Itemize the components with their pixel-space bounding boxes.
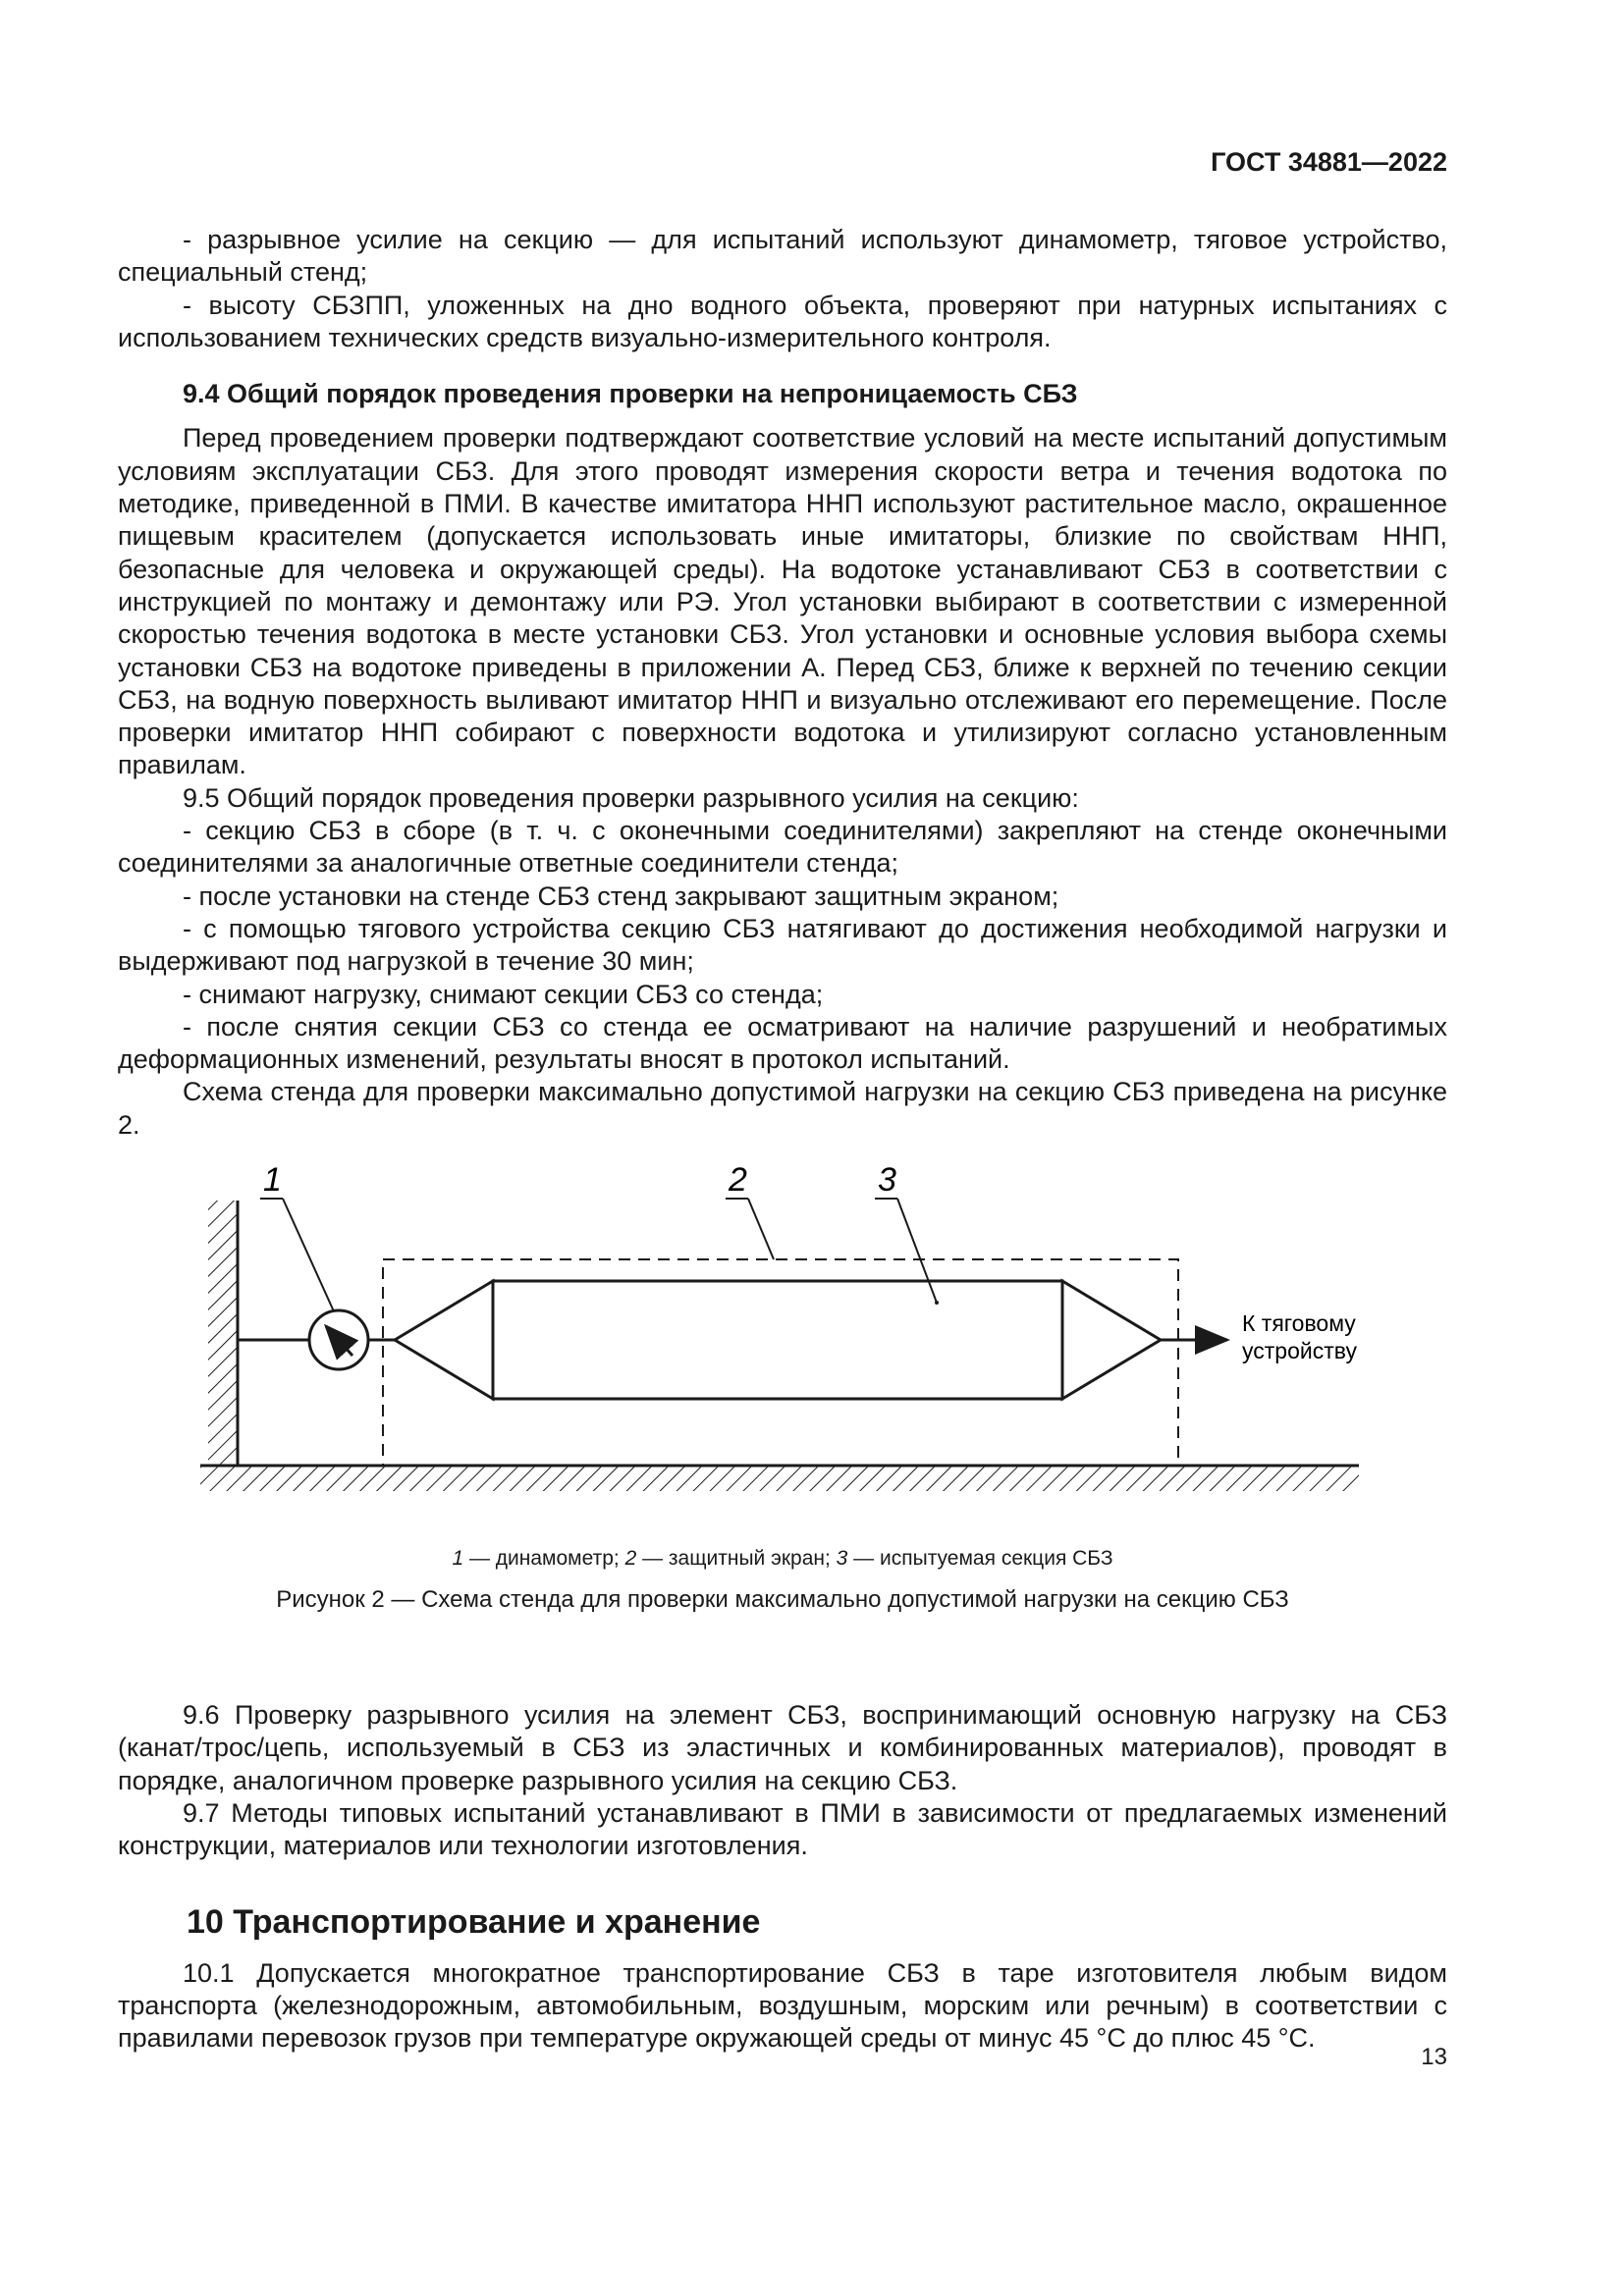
paragraph-9-6: 9.6 Проверку разрывного усилия на элемент СБЗ, воспринимающий основную нагрузку на СБЗ (канат/трос/цепь, используемый в СБЗ из эластичных и комбинированных материалов), проводят в порядке, аналогичном проверке разрывного усилия на секцию СБЗ. <box>118 1700 1447 1795</box>
figure-caption: Рисунок 2 — Схема стенда для проверки максимально допустимой нагрузки на секцию СБЗ <box>276 1586 1289 1614</box>
left-cone <box>395 1281 493 1399</box>
right-cone <box>1062 1281 1161 1399</box>
paragraph-10-1: 10.1 Допускается многократное транспортирование СБЗ в таре изготовителя любым видом транспорта (железнодорожным, автомобильным, воздушным, морским или речным) в соответствии с правилами перевозок грузов при температуре окружающей среды от минус 45 °С до плюс 45 °С. <box>118 1957 1447 2054</box>
figure-2 <box>118 1149 1447 1699</box>
paragraph: - высоту СБЗПП, уложенных на дно водного объекта, проверяют при натурных испытаниях с использованием технических средств визуально-измерительного контроля. <box>118 290 1447 352</box>
figure-legend <box>118 1542 1447 1575</box>
section-heading-10: 10 Транспортирование и хранение <box>187 1902 761 1941</box>
label-1: 1 <box>263 1161 282 1200</box>
list-item: - секцию СБЗ в сборе (в т. ч. с оконечными соединителями) закрепляют на стенде оконечными соединителями за аналогичные ответные соединители стенда; <box>118 816 1447 879</box>
page-number: 13 <box>1421 2044 1447 2070</box>
legend-text: — динамометр; <box>463 1547 625 1571</box>
ground-hatch <box>200 1466 1359 1491</box>
wall-hatch <box>208 1201 238 1466</box>
list-item: - после снятия секции СБЗ со стенда ее осматривают на наличие разрушений и необратимых деформационных изменений, результаты вносят в протокол испытаний. <box>118 1011 1447 1075</box>
pull-label-line2: устройству <box>1242 1338 1357 1364</box>
legend-text: — испытуемая секция СБЗ <box>847 1547 1113 1571</box>
legend-num: 1 <box>452 1547 464 1571</box>
document-header: ГОСТ 34881—2022 <box>1211 147 1447 177</box>
pull-label-line1: К тяговому <box>1242 1310 1356 1337</box>
list-item: - с помощью тягового устройства секцию СБЗ натягивают до достижения необходимой нагрузки и выдерживают под нагрузкой в течение 30 мин; <box>118 913 1447 977</box>
page-content <box>118 224 1447 2055</box>
leader-1 <box>283 1199 334 1311</box>
list-item: - после установки на стенде СБЗ стенд закрывают защитным экраном; <box>183 881 1059 911</box>
paragraph: - разрывное усилие на секцию — для испытаний используют динамометр, тяговое устройство, специальный стенд; <box>118 225 1447 288</box>
test-section <box>493 1281 1062 1399</box>
paragraph-9-7: 9.7 Методы типовых испытаний устанавливают в ПМИ в зависимости от предлагаемых изменений конструкции, материалов или технологии изготовления. <box>118 1797 1447 1861</box>
dynamometer-icon <box>309 1310 368 1369</box>
leader-2 <box>748 1199 774 1259</box>
legend-num: 3 <box>836 1547 848 1571</box>
section-heading-9-4: 9.4 Общий порядок проведения проверки на непроницаемость СБЗ <box>183 379 1078 409</box>
figure-reference: Схема стенда для проверки максимально допустимой нагрузки на секцию СБЗ приведена на рисунке 2. <box>118 1077 1447 1140</box>
list-item: - снимают нагрузку, снимают секции СБЗ со стенда; <box>183 979 824 1009</box>
paragraph-9-5-intro: 9.5 Общий порядок проведения проверки разрывного усилия на секцию: <box>183 782 1079 813</box>
legend-text: — защитный экран; <box>636 1547 837 1571</box>
test-stand-diagram <box>118 1149 1447 1542</box>
label-2: 2 <box>729 1161 747 1200</box>
protective-screen <box>383 1259 1178 1466</box>
legend-num: 2 <box>624 1547 637 1571</box>
label-3: 3 <box>878 1161 896 1200</box>
leader-3 <box>897 1199 937 1303</box>
paragraph-9-4: Перед проведением проверки подтверждают соответствие условий на месте испытаний допустимым условиям эксплуатации СБЗ. Для этого проводят измерения скорости ветра и течения водотока по методике, приведенной в ПМИ. В качестве имитатора ННП используют растительное масло, окрашенное пищевым красителем (допускается использовать иные имитаторы, близкие по свойствам ННП, безопасные для человека и окружающей среды). На водотоке устанавливают СБЗ в соответствии с инструкцией по монтажу и демонтажу или РЭ. Угол установки выбирают в соответствии с измеренной скоростью течения водотока в месте установки СБЗ. Угол установки и основные условия выбора схемы установки СБЗ на водотоке приведены в приложении А. Перед СБЗ, ближе к верхней по течению секции СБЗ, на водную поверхность выливают имитатор ННП и визуально отслеживают его перемещение. После проверки имитатор ННП собирают с поверхности водотока и утилизируют согласно установленным правилам. <box>118 423 1447 780</box>
